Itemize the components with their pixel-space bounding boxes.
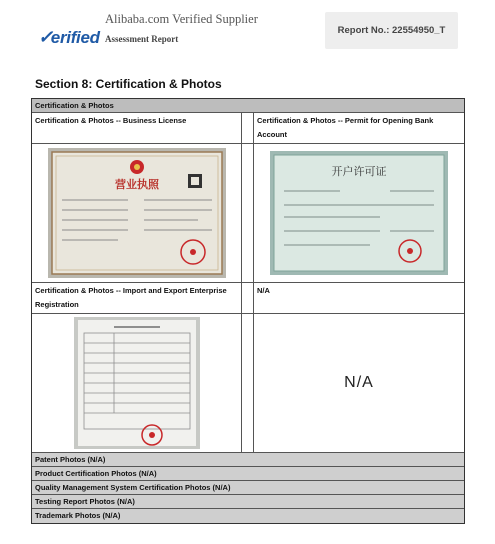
table-row	[32, 113, 464, 144]
import-export-cell	[32, 314, 242, 452]
table-row	[32, 283, 464, 314]
column-gap	[242, 144, 254, 282]
column-gap	[242, 314, 254, 452]
business-license-image[interactable]	[48, 148, 226, 278]
na-header: N/A	[257, 286, 270, 295]
testing-report-row: Testing Report Photos (N/A)	[32, 495, 464, 509]
table-main-header: Certification & Photos	[32, 99, 464, 113]
supplier-label: Alibaba.com Verified Supplier	[105, 12, 258, 26]
table-row	[32, 314, 464, 453]
section-title: Section 8: Certification & Photos	[35, 77, 222, 91]
business-license-cell	[32, 144, 242, 282]
business-license-header: Certification & Photos -- Business License	[32, 113, 242, 143]
na-placeholder: N/A	[344, 374, 374, 391]
certification-table	[31, 98, 465, 524]
na-cell	[254, 314, 464, 452]
quality-management-row: Quality Management System Certification Photos (N/A)	[32, 481, 464, 495]
report-number: Report No.: 22554950_T	[325, 12, 458, 49]
patent-photos-row: Patent Photos (N/A)	[32, 453, 464, 467]
import-export-image[interactable]	[74, 317, 200, 449]
product-certification-row: Product Certification Photos (N/A)	[32, 467, 464, 481]
checkmark-icon: ✓	[38, 27, 53, 47]
report-header	[0, 0, 495, 70]
bank-permit-cell	[254, 144, 464, 282]
logo-text: erified	[50, 28, 100, 47]
bank-permit-header: Certification & Photos -- Permit for Opening Bank Account	[257, 116, 434, 139]
import-export-header: Certification & Photos -- Import and Export Enterprise Registration	[32, 283, 242, 313]
bank-permit-image[interactable]	[270, 151, 448, 275]
assessment-subtitle: Assessment Report	[105, 34, 179, 44]
column-gap	[242, 283, 254, 313]
verified-logo	[38, 27, 100, 48]
permit-title: 开户许可证	[331, 165, 387, 178]
license-title: 营业执照	[114, 178, 159, 191]
table-row	[32, 144, 464, 283]
column-gap	[242, 113, 254, 143]
trademark-photos-row: Trademark Photos (N/A)	[32, 509, 464, 523]
